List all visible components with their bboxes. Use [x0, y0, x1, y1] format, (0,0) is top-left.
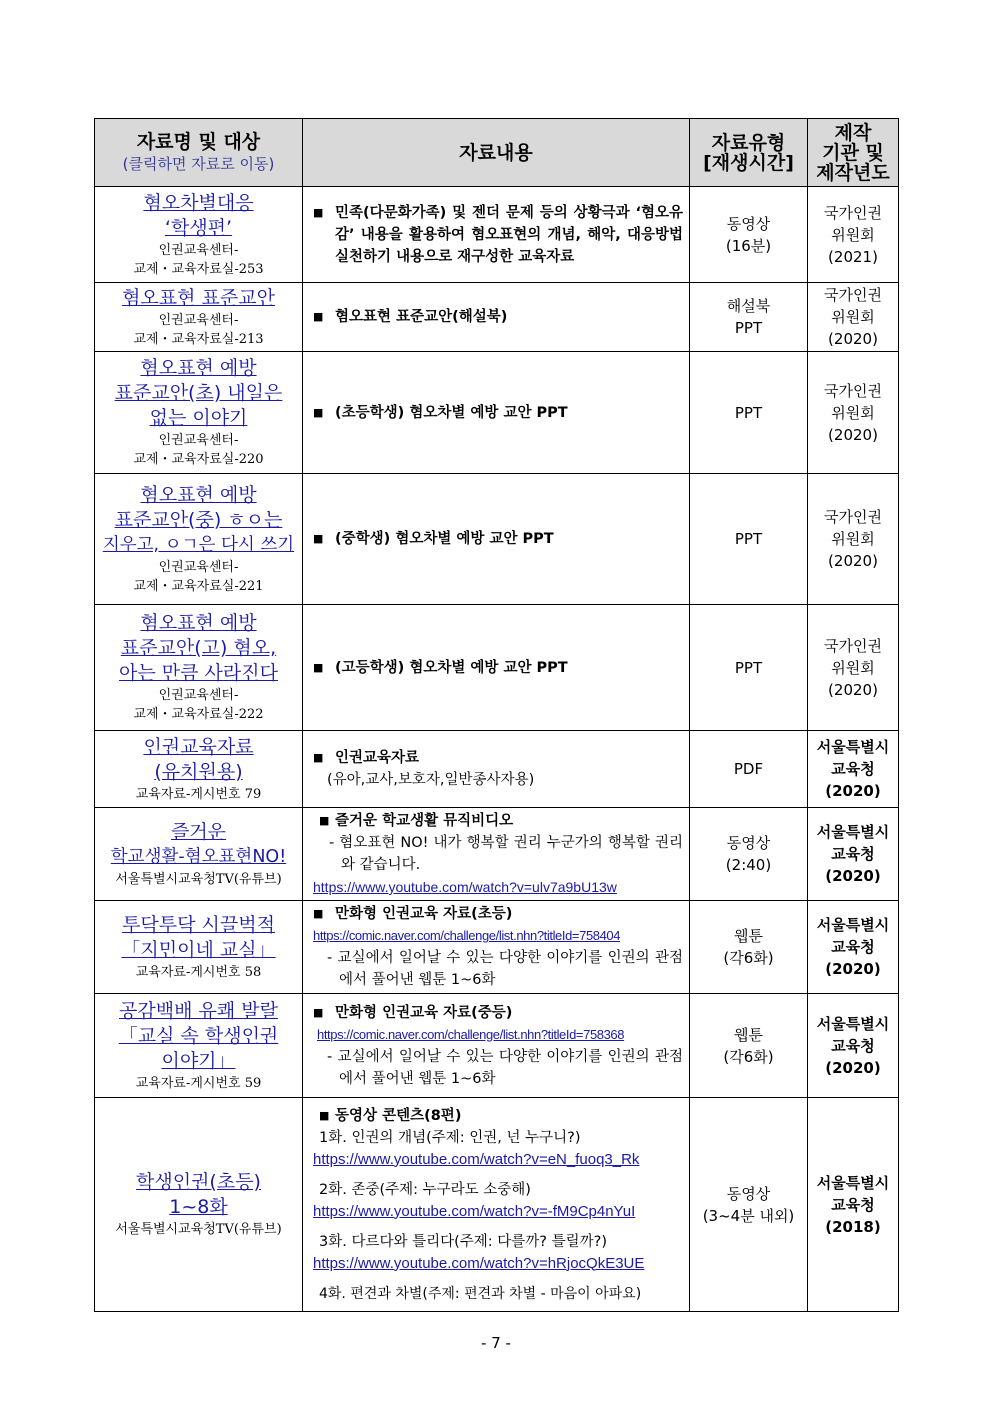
content-bullet: 만화형 인권교육 자료(초등) — [335, 906, 513, 922]
resource-title-cell[interactable] — [95, 474, 303, 605]
resource-source: 교육자료-게시번호 58 — [135, 964, 262, 980]
type-line: PPT — [734, 658, 763, 677]
header-col1-sub: (클릭하면 자료로 이동) — [122, 154, 275, 173]
resource-source: 인권교육센터- — [158, 559, 239, 575]
resource-org-cell — [808, 605, 899, 731]
episode-url-link[interactable]: https://www.youtube.com/watch?v=-fM9Cp4nYuI — [313, 1202, 636, 1220]
episode-title: 4화. 편견과 차별(주제: 편견과 차별 - 마음이 아파요) — [319, 1285, 642, 1302]
content-desc: - 교실에서 일어날 수 있는 다양한 이야기를 인권의 관점에서 풀어낸 웹툰 1~6화 — [327, 950, 683, 988]
resource-title-link[interactable]: 인권교육자료 — [143, 735, 254, 758]
resource-type-cell — [690, 901, 808, 994]
resource-org-cell — [808, 474, 899, 605]
resource-type-cell — [690, 474, 808, 605]
resource-title-cell[interactable] — [95, 605, 303, 731]
table-row — [95, 283, 899, 352]
resource-title-link[interactable]: 혐오표현 예방 — [140, 483, 257, 506]
resource-source: 인권교육센터- — [158, 433, 239, 448]
org-line: 위원회 — [831, 308, 875, 326]
content-bullet: 즐거운 학교생활 뮤직비디오 — [335, 813, 514, 829]
table-row — [95, 474, 899, 605]
header-col3-line2: [재생시간] — [703, 151, 794, 174]
content-note: (유아,교사,보호자,일반종사자용) — [327, 772, 535, 788]
webtoon-url-link[interactable]: https://comic.naver.com/challenge/list.nhn?titleId=758368 — [317, 1026, 625, 1042]
resource-content-cell — [303, 808, 690, 901]
org-line: 교육청 — [831, 938, 875, 956]
type-line: 웹툰 — [734, 1025, 763, 1044]
episode-title: 3화. 다르다와 틀리다(주제: 다를까? 틀릴까?) — [319, 1233, 607, 1250]
video-url-link[interactable]: https://www.youtube.com/watch?v=ulv7a9bU13w — [313, 879, 617, 895]
resource-title-link[interactable]: 표준교안(중) ㅎㅇ는 — [114, 508, 283, 531]
header-col4-line2: 기관 및 — [822, 141, 884, 164]
type-line: PDF — [733, 760, 764, 778]
header-col-content: 자료내용 — [303, 119, 690, 187]
resource-title-link[interactable]: 표준교안(초) 내일은 — [114, 382, 283, 404]
org-line: 서울특별시 — [816, 916, 890, 934]
resource-title-cell[interactable] — [95, 1098, 303, 1312]
resource-content-cell — [303, 352, 690, 474]
header-col-title — [95, 119, 303, 187]
org-line: 국가인권 — [824, 508, 882, 526]
org-line: 국가인권 — [824, 381, 882, 400]
resource-source: 교제・교육자료실-222 — [133, 707, 264, 722]
resource-type-cell — [690, 808, 808, 901]
resource-source: 서울특별시교육청TV(유튜브) — [115, 1222, 282, 1237]
resource-content-cell — [303, 731, 690, 808]
resource-content-cell — [303, 901, 690, 994]
type-line: PPT — [734, 403, 763, 422]
org-line: 위원회 — [831, 530, 875, 548]
resource-title-cell[interactable] — [95, 352, 303, 474]
header-col4-line3: 제작년도 — [816, 161, 890, 184]
org-line: 위원회 — [831, 658, 875, 677]
table-row — [95, 731, 899, 808]
resource-title-link[interactable]: 투닥투닥 시끌벅적 — [122, 913, 275, 936]
resource-title-link[interactable]: ‘학생편’ — [164, 216, 233, 239]
type-line: 동영상 — [726, 214, 771, 233]
bullet-square-icon: ■ — [313, 907, 324, 920]
org-line: 위원회 — [831, 225, 875, 244]
resource-org-cell — [808, 731, 899, 808]
resource-title-link[interactable]: 1~8화 — [169, 1196, 228, 1218]
resource-title-link[interactable]: 표준교안(고) 혐오, — [120, 637, 277, 659]
header-col3-line1: 자료유형 — [711, 131, 786, 154]
org-line: (2020) — [825, 867, 881, 885]
resource-source: 인권교육센터- — [158, 688, 239, 703]
resource-title-cell[interactable] — [95, 808, 303, 901]
resource-title-link[interactable]: 공감백배 유쾌 발랄 — [119, 999, 278, 1022]
resource-title-link[interactable]: 학교생활-혐오표현NO! — [110, 846, 287, 867]
resource-org-cell — [808, 283, 899, 352]
org-line: 서울특별시 — [816, 823, 890, 841]
table-header-row — [95, 119, 899, 187]
org-line: (2020) — [828, 425, 878, 444]
resource-title-link[interactable]: 지우고, ㅇㄱ은 다시 쓰기 — [102, 534, 295, 555]
resource-source: 인권교육센터- — [158, 242, 239, 258]
org-line: 교육청 — [831, 1036, 875, 1055]
resource-title-link[interactable]: 혐오표현 표준교안 — [122, 286, 275, 309]
org-line: (2018) — [825, 1217, 881, 1236]
table-row — [95, 994, 899, 1098]
resource-content-cell — [303, 1098, 690, 1312]
resource-title-link[interactable]: 혐오표현 예방 — [140, 612, 257, 634]
header-col1-title: 자료명 및 대상 — [136, 130, 261, 153]
resource-org-cell — [808, 352, 899, 474]
content-bullet: 인권교육자료 — [335, 750, 420, 766]
resource-title-link[interactable]: 학생인권(초등) — [136, 1171, 261, 1193]
resource-org-cell — [808, 994, 899, 1098]
resource-title-link[interactable]: 아는 만큼 사라진다 — [119, 662, 278, 684]
org-line: 교육청 — [831, 845, 875, 863]
table-row — [95, 187, 899, 283]
resource-source: 인권교육센터- — [158, 312, 239, 328]
resource-title-link[interactable]: 「교실 속 학생인권 — [118, 1024, 279, 1047]
content-bullet: (중학생) 혐오차별 예방 교안 PPT — [335, 531, 554, 547]
table-row — [95, 1098, 899, 1312]
episode-title: 1화. 인권의 개념(주제: 인권, 넌 누구니?) — [319, 1129, 581, 1146]
resource-title-link[interactable]: 이야기」 — [161, 1049, 236, 1072]
type-line: (각6화) — [723, 949, 774, 967]
org-line: (2020) — [828, 680, 878, 699]
org-line: 위원회 — [831, 403, 875, 422]
content-bullet: 혐오표현 표준교안(해설북) — [335, 309, 508, 325]
page-number: - 7 - — [481, 1334, 511, 1352]
resource-title-link[interactable]: 「지민이네 교실」 — [121, 938, 276, 961]
content-bullet: 동영상 콘텐츠(8편) — [335, 1107, 462, 1124]
resource-title-link[interactable]: 없는 이야기 — [149, 407, 248, 429]
bullet-square-icon: ■ — [319, 1108, 330, 1122]
bullet-square-icon: ■ — [313, 660, 324, 674]
table-row — [95, 605, 899, 731]
resource-type-cell — [690, 605, 808, 731]
episode-url-link[interactable]: https://www.youtube.com/watch?v=hRjocQkE3UE — [313, 1254, 645, 1272]
episode-url-link[interactable]: https://www.youtube.com/watch?v=eN_fuoq3_Rk — [313, 1150, 640, 1168]
org-line: 국가인권 — [824, 286, 882, 304]
resource-type-cell — [690, 994, 808, 1098]
type-line: 해설북 — [726, 297, 771, 315]
content-desc: - 교실에서 일어날 수 있는 다양한 이야기를 인권의 관점에서 풀어낸 웹툰 1~6화 — [327, 1048, 683, 1087]
table-row — [95, 808, 899, 901]
org-line: (2020) — [828, 552, 878, 570]
resource-source: 서울특별시교육청TV(유튜브) — [115, 871, 282, 887]
type-line: (3~4분 내외) — [702, 1206, 795, 1225]
org-line: (2020) — [825, 782, 881, 800]
resource-title-cell[interactable] — [95, 283, 303, 352]
type-line: (16분) — [725, 236, 772, 255]
resource-source: 교제・교육자료실-213 — [133, 331, 264, 347]
resource-type-cell — [690, 187, 808, 283]
org-line: 서울특별시 — [816, 1014, 890, 1033]
resource-title-link[interactable]: 혐오차별대응 — [143, 191, 254, 214]
resource-content-cell — [303, 605, 690, 731]
bullet-square-icon: ■ — [313, 205, 324, 219]
content-desc: - 혐오표현 NO! 내가 행복할 권리 누군가의 행복할 권리와 같습니다. — [329, 835, 683, 873]
webtoon-url-link[interactable]: https://comic.naver.com/challenge/list.nhn?titleId=758404 — [313, 928, 621, 943]
resource-source: 교육자료-게시번호 79 — [135, 786, 262, 802]
content-bullet: 민족(다문화가족) 및 젠더 문제 등의 상황극과 ‘혐오유감’ 내용을 활용하여 혐오표현의 개념, 해악, 대응방법 실천하기 내용으로 재구성한 교육자료 — [335, 204, 683, 265]
bullet-square-icon: ■ — [319, 814, 330, 827]
resource-source: 교제・교육자료실-253 — [133, 261, 264, 277]
org-line: 교육청 — [831, 1195, 875, 1214]
resource-content-cell — [303, 994, 690, 1098]
header-col-type — [690, 119, 808, 187]
org-line: 서울특별시 — [816, 1173, 890, 1192]
resource-source: 교제・교육자료실-221 — [133, 578, 264, 594]
org-line: (2020) — [825, 1058, 881, 1077]
bullet-square-icon: ■ — [313, 310, 324, 323]
resource-type-cell — [690, 352, 808, 474]
org-line: (2021) — [828, 247, 878, 266]
content-bullet: (고등학생) 혐오차별 예방 교안 PPT — [335, 659, 568, 676]
resource-table — [94, 118, 899, 1312]
resource-org-cell — [808, 187, 899, 283]
resource-title-link[interactable]: 혐오표현 예방 — [140, 357, 257, 379]
org-line: 국가인권 — [824, 636, 882, 655]
resource-source: 교육자료-게시번호 59 — [135, 1075, 262, 1091]
table-row — [95, 901, 899, 994]
type-line: PPT — [734, 530, 763, 548]
resource-title-cell[interactable] — [95, 901, 303, 994]
bullet-square-icon: ■ — [313, 532, 324, 545]
resource-type-cell — [690, 1098, 808, 1312]
resource-content-cell — [303, 283, 690, 352]
org-line: (2020) — [825, 960, 881, 978]
org-line: 국가인권 — [824, 203, 882, 222]
content-bullet: 만화형 인권교육 자료(중등) — [335, 1004, 513, 1021]
type-line: 웹툰 — [734, 927, 763, 945]
header-col-org — [808, 119, 899, 187]
header-col4-line1: 제작 — [834, 121, 872, 144]
resource-org-cell — [808, 808, 899, 901]
bullet-square-icon: ■ — [313, 405, 324, 419]
resource-org-cell — [808, 901, 899, 994]
resource-title-link[interactable]: 즐거운 — [170, 820, 227, 843]
resource-type-cell — [690, 731, 808, 808]
episode-title: 2화. 존중(주제: 누구라도 소중해) — [319, 1181, 531, 1198]
org-line: 교육청 — [831, 760, 875, 778]
resource-title-cell[interactable] — [95, 994, 303, 1098]
content-bullet: (초등학생) 혐오차별 예방 교안 PPT — [335, 404, 568, 421]
resource-title-link[interactable]: (유치원용) — [154, 760, 243, 783]
table-row — [95, 352, 899, 474]
resource-content-cell — [303, 187, 690, 283]
bullet-square-icon: ■ — [313, 751, 324, 764]
resource-content-cell — [303, 474, 690, 605]
bullet-square-icon: ■ — [313, 1005, 324, 1019]
resource-title-cell[interactable] — [95, 187, 303, 283]
type-line: 동영상 — [726, 1184, 771, 1203]
resource-type-cell — [690, 283, 808, 352]
type-line: 동영상 — [726, 834, 771, 852]
resource-title-cell[interactable] — [95, 731, 303, 808]
type-line: PPT — [734, 319, 763, 337]
resource-source: 교제・교육자료실-220 — [133, 452, 264, 467]
org-line: (2020) — [828, 330, 878, 348]
resource-org-cell — [808, 1098, 899, 1312]
org-line: 서울특별시 — [816, 738, 890, 756]
type-line: (각6화) — [723, 1047, 774, 1066]
type-line: (2:40) — [725, 856, 772, 874]
